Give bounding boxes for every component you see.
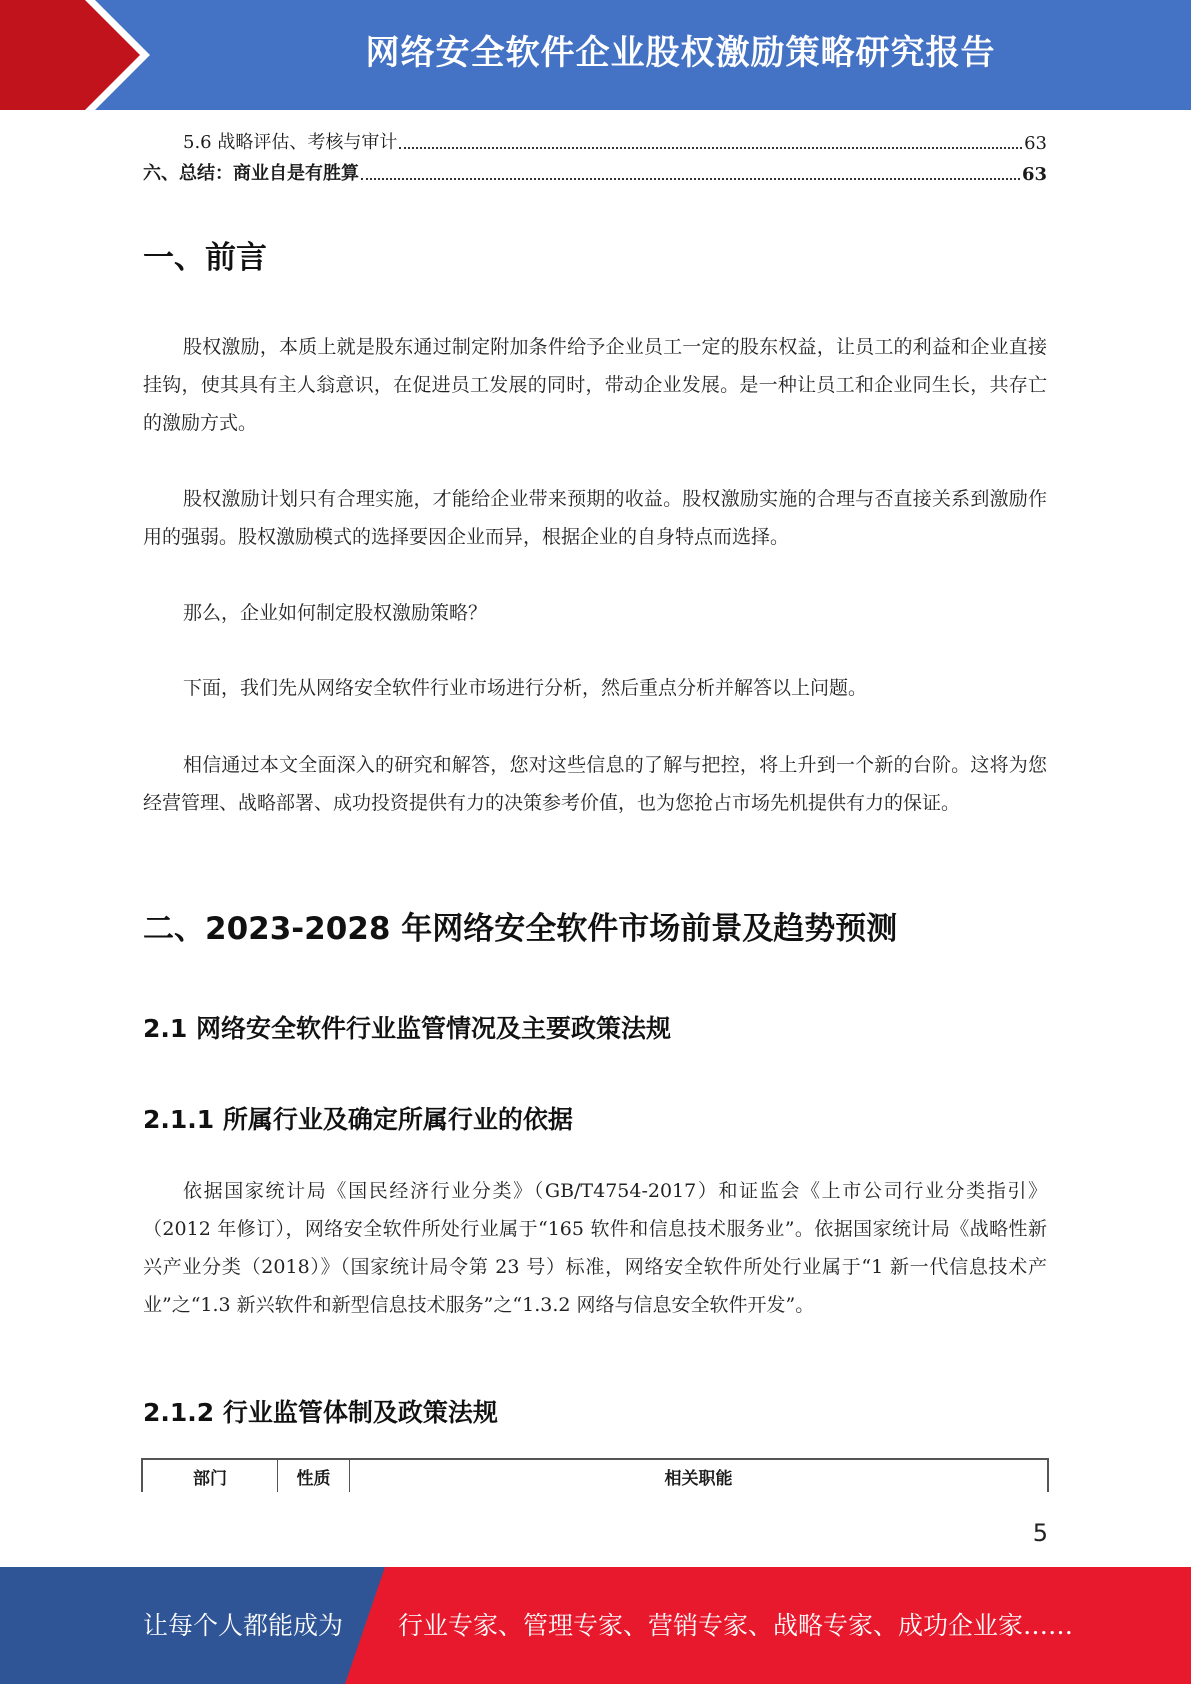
toc-leader [399, 147, 1022, 149]
header-title: 网络安全软件企业股权激励策略研究报告 [365, 33, 996, 73]
regulation-table-header [141, 1458, 1049, 1492]
page-number: 5 [1032, 1519, 1048, 1547]
toc-entry[interactable] [143, 159, 1047, 185]
subsection-heading: 2.1 网络安全软件行业监管情况及主要政策法规 [143, 1014, 671, 1043]
toc-leader [361, 178, 1020, 180]
subsection-heading: 2.1.2 行业监管体制及政策法规 [143, 1398, 498, 1427]
toc-entry-page: 63 [1021, 164, 1047, 185]
page-footer [0, 1567, 1191, 1684]
paragraph: 股权激励，本质上就是股东通过制定附加条件给予企业员工一定的股东权益，让员工的利益和企业直接挂钩，使其具有主人翁意识，在促进员工发展的同时，带动企业发展。是一种让员工和企业同生长，共存亡的激励方式。 [143, 336, 1047, 434]
paragraph: 股权激励计划只有合理实施，才能给企业带来预期的收益。股权激励实施的合理与否直接关系到激励作用的强弱。股权激励模式的选择要因企业而异，根据企业的自身特点而选择。 [143, 488, 1047, 548]
section-heading-market: 二、2023-2028 年网络安全软件市场前景及趋势预测 [143, 911, 898, 947]
paragraph: 相信通过本文全面深入的研究和解答，您对这些信息的了解与把控，将上升到一个新的台阶。这将为您经营管理、战略部署、成功投资提供有力的决策参考价值，也为您抢占市场先机提供有力的保证。 [143, 754, 1047, 814]
toc-entry-page: 63 [1024, 133, 1047, 154]
table-header-cell: 部门 [143, 1460, 278, 1492]
subsection-heading: 2.1.1 所属行业及确定所属行业的依据 [143, 1105, 573, 1134]
toc-entry-text: 六、总结：商业自是有胜算 [143, 163, 359, 184]
paragraph: 下面，我们先从网络安全软件行业市场进行分析，然后重点分析并解答以上问题。 [183, 677, 868, 699]
toc-entry[interactable] [143, 128, 1047, 154]
paragraph: 依据国家统计局《国民经济行业分类》（GB/T4754-2017）和证监会《上市公司行业分类指引》（2012 年修订），网络安全软件所处行业属于“165 软件和信息技术服务业”。依据国家统计局《战略性新兴产业分类（2018）》（国家统计局令第 23 号）标准，网络安全软件所处行业属于“1 新一代信息技术产业”之“1.3 新兴软件和新型信息技术服务”之“1.3.2 网络与信息安全软件开发”。 [143, 1180, 1047, 1316]
table-header-cell: 性质 [278, 1460, 350, 1492]
footer-slogan-left: 让每个人都能成为 [143, 1611, 344, 1640]
page-header [0, 0, 1191, 110]
toc-entry-text: 5.6 战略评估、考核与审计 [183, 132, 398, 153]
footer-slogan-right: 行业专家、管理专家、营销专家、战略专家、成功企业家…… [398, 1611, 1074, 1640]
table-header-cell: 相关职能 [664, 1468, 733, 1489]
paragraph: 那么，企业如何制定股权激励策略？ [183, 602, 488, 624]
section-heading-preface: 一、前言 [143, 240, 267, 276]
